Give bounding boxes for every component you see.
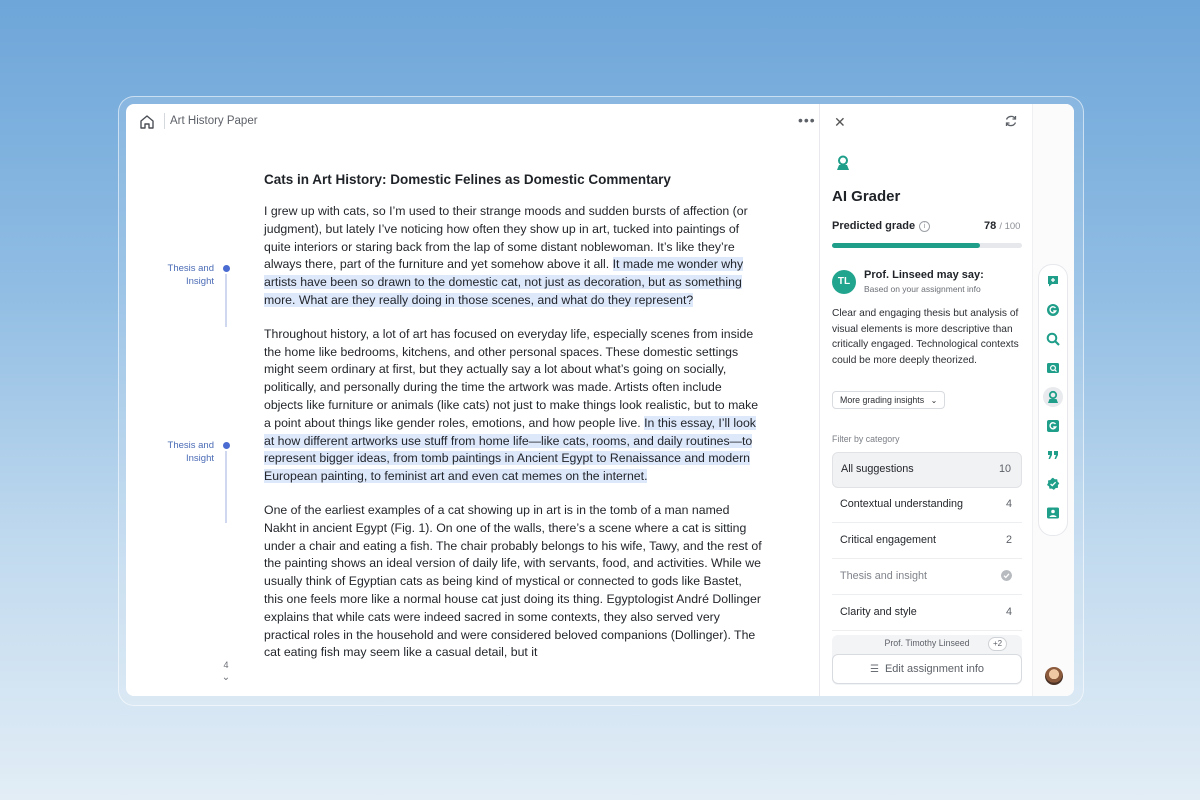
category-critical-engagement[interactable] (832, 524, 1022, 559)
highlighted-suggestion[interactable]: It made me wonder why artists have been so drawn to the domestic cat, not just as decoration, but as something more. What are they really doing in those scenes, and what do they represent? (264, 257, 744, 307)
grammarly-g-icon[interactable] (1043, 300, 1063, 320)
category-count: 2 (1005, 534, 1012, 546)
user-avatar[interactable] (1045, 667, 1063, 685)
category-label: Clarity and style (840, 606, 917, 618)
chevron-down-icon: ⌄ (930, 396, 938, 405)
category-label: Thesis and insight (840, 570, 928, 582)
editor-topbar (126, 104, 819, 140)
filter-label: Filter by category (832, 434, 900, 444)
home-icon[interactable] (138, 113, 156, 131)
category-contextual-understanding[interactable] (832, 488, 1022, 523)
agent-rail (1032, 104, 1074, 696)
reviewer-title: Prof. Linseed may say: (864, 269, 984, 281)
collaborators-badge[interactable]: +2 (988, 637, 1007, 651)
predicted-score (984, 220, 1020, 232)
paragraph-text: Throughout history, a lot of art has focused on everyday life, especially scenes from inside the home like bedrooms, kitchens, and other personal spaces. These domestic settings might seem ordinary at first, but they actually say a lot about what’s going on socially, politically, and personally during the time the artwork was made. Artists often include objects like furniture or animals (like cats) not just to make things look realistic, but to make a point about things like gender roles, emotions, and how people live. (264, 326, 759, 430)
more-options-icon[interactable]: ••• (798, 112, 816, 128)
side-label-thesis-1[interactable]: Thesis and Insight (167, 263, 214, 287)
grader-icon[interactable] (1043, 387, 1063, 407)
document-body[interactable] (264, 172, 764, 678)
assignment-owner: Prof. Timothy Linseed (884, 638, 970, 648)
highlighted-suggestion[interactable]: In this essay, I’ll look at how different artworks use stuff from home life—like cats, rooms, and daily routines—to represent bigger ideas, from tomb paintings in Ancient Egypt to Renaissance and modern European painting, to feminist art and even cat memes on the internet. (264, 415, 756, 484)
side-marker-line (225, 274, 227, 327)
category-label: Contextual understanding (840, 498, 964, 510)
grader-icon (834, 154, 852, 172)
check-circle-icon (1001, 570, 1012, 581)
chevron-down-icon[interactable]: ⌄ (221, 672, 231, 683)
paragraph (264, 326, 764, 486)
document-name[interactable]: Art History Paper (170, 115, 258, 127)
expert-review-icon[interactable] (1043, 503, 1063, 523)
close-icon[interactable]: ✕ (834, 114, 846, 130)
detect-icon[interactable] (1043, 358, 1063, 378)
ai-grader-panel (820, 104, 1032, 696)
category-count: 10 (998, 463, 1011, 475)
more-insights-dropdown[interactable] (832, 391, 945, 409)
quote-icon[interactable] (1043, 445, 1063, 465)
reviewer-subtitle: Based on your assignment info (864, 284, 981, 294)
more-insights-label: More grading insights (840, 395, 925, 405)
agent-toolbar (1038, 264, 1068, 536)
paragraph-text: One of the earliest examples of a cat showing up in art is in the tomb of a man named Nakht in ancient Egypt (Fig. 1). On one of the walls, there’s a scene where a cat is sitting under a chair and eating a fish. The chair probably belongs to his wife, Tawy, and the rest of the painting shows an ideal version of daily life, with servants, food, and activities. While we usually think of Egyptian cats as being kind of mystical or connected to gods like Bastet, this one feels more like a normal house cat just doing its thing. Egyptologist André Dollinger explains that while cats were indeed sacred in some contexts, they also served very practical roles in the household and were considered beloved companions (Dollinger). The cat eating fish may seem like a casual detail, but it (264, 502, 762, 660)
document-title: Cats in Art History: Domestic Felines as Domestic Commentary (264, 172, 671, 187)
divider (164, 113, 165, 129)
grade-progress-fill (832, 243, 980, 248)
side-label-thesis-2[interactable]: Thesis and Insight (167, 440, 214, 464)
assignment-card (832, 635, 1022, 685)
category-all-suggestions[interactable] (832, 452, 1022, 488)
category-label: Critical engagement (840, 534, 937, 546)
paragraph-text: I grew up with cats, so I’m used to their strange moods and sudden bursts of affection (or judgment), but lately I’ve noticing how often they show up in art, tucked into paintings of quite interiors or staring back from the lap of some distant noblewoman. It’s like they’re always there, part of the furniture and yet somehow above it all. (264, 204, 748, 272)
edit-settings-icon: ☰ (869, 664, 879, 675)
page-number: 4 (223, 660, 229, 670)
category-thesis-and-insight[interactable] (832, 560, 1022, 595)
score-value: 78 (984, 220, 997, 232)
reviewer-avatar: TL (832, 270, 856, 294)
paragraph (264, 502, 764, 662)
app-window (126, 104, 1074, 696)
verified-badge-icon[interactable] (1043, 474, 1063, 494)
edit-assignment-button[interactable] (832, 654, 1022, 684)
document-editor (126, 104, 820, 696)
grade-progress-bar (832, 243, 1022, 248)
edit-assignment-label: Edit assignment info (884, 663, 985, 675)
refresh-icon[interactable] (1004, 114, 1018, 128)
paragraph (264, 203, 764, 310)
side-marker-dot[interactable] (223, 442, 230, 449)
side-marker-line (225, 451, 227, 523)
panel-title: AI Grader (832, 188, 901, 205)
predicted-grade-label: Predicted grade (832, 220, 916, 232)
search-check-icon[interactable] (1043, 329, 1063, 349)
category-label: All suggestions (841, 463, 914, 475)
grader-feedback: Clear and engaging thesis but analysis of visual elements is more descriptive than critically engaged. Technological contexts could be more deeply theorized. (832, 308, 1019, 366)
info-icon[interactable]: i (919, 221, 930, 232)
citation-g-icon[interactable] (1043, 416, 1063, 436)
score-max: / 100 (999, 221, 1021, 232)
category-count: 4 (1005, 606, 1012, 618)
category-count: 4 (1005, 498, 1012, 510)
side-marker-dot[interactable] (223, 265, 230, 272)
category-clarity-and-style[interactable] (832, 596, 1022, 631)
comment-plus-icon[interactable] (1043, 271, 1063, 291)
